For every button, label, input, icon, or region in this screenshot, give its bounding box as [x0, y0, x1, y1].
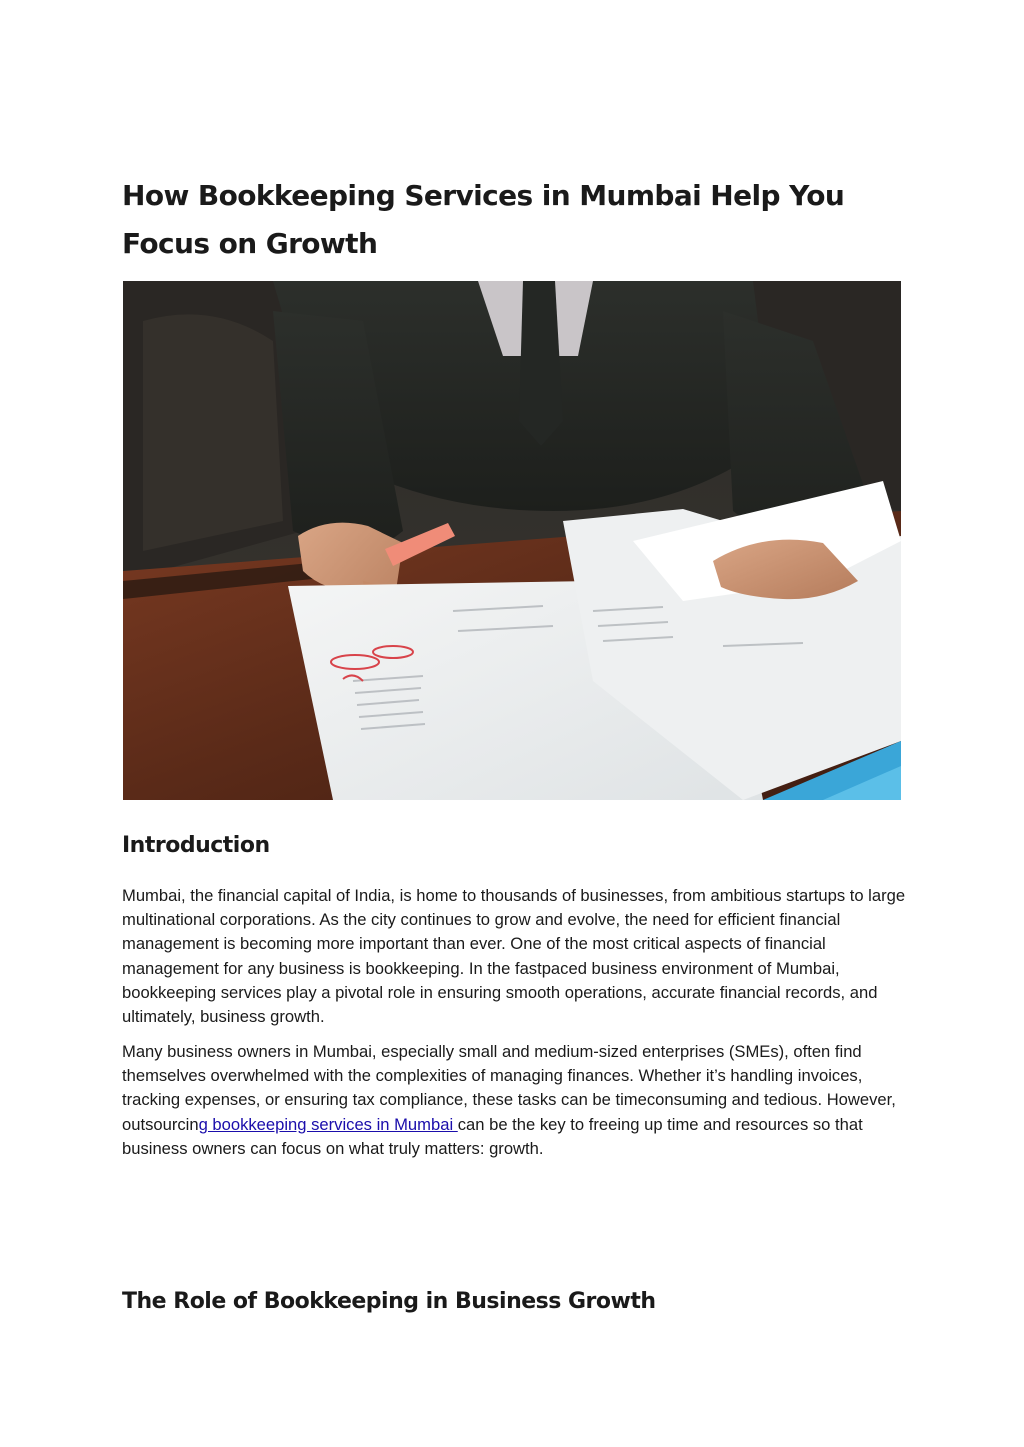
- bookkeeping-services-link[interactable]: g bookkeeping services in Mumbai: [198, 1114, 458, 1134]
- page-title: How Bookkeeping Services in Mumbai Help You Focus on Growth: [122, 179, 845, 260]
- intro-paragraph-1: Mumbai, the financial capital of India, is home to thousands of businesses, from ambitious startups to large multinational corporations. As the city continues to grow and evolve, the need for efficient financial management is becoming more important than ever. One of the most critical aspects of financial management for any business is bookkeeping. In the fastpaced business environment of Mumbai, bookkeeping services play a pivotal role in ensuring smooth operations, accurate financial records, and ultimately, business growth.: [122, 886, 906, 1027]
- paragraph-text-before-link: Many business owners in Mumbai, especially small and medium-sized enterprises (SMEs), often find themselves overwhelmed with the complexities of managing finances. Whether it’s handling invoices, tracking expenses, or ensuring tax compliance, these tasks can be timeconsuming and tedious. However, outsourcin: [122, 1042, 896, 1134]
- section-heading-role-of-bookkeeping: The Role of Bookkeeping in Business Growth: [122, 1289, 656, 1314]
- paragraph-text-after-link: can be the key to freeing up time and resources so that business owners can focus on what truly matters: growth.: [122, 1114, 863, 1158]
- hero-image: [123, 281, 901, 800]
- photo-businessman-reviewing-documents-icon: [123, 281, 901, 800]
- section-heading-introduction: Introduction: [122, 833, 270, 858]
- intro-paragraph-2: [122, 1040, 912, 1161]
